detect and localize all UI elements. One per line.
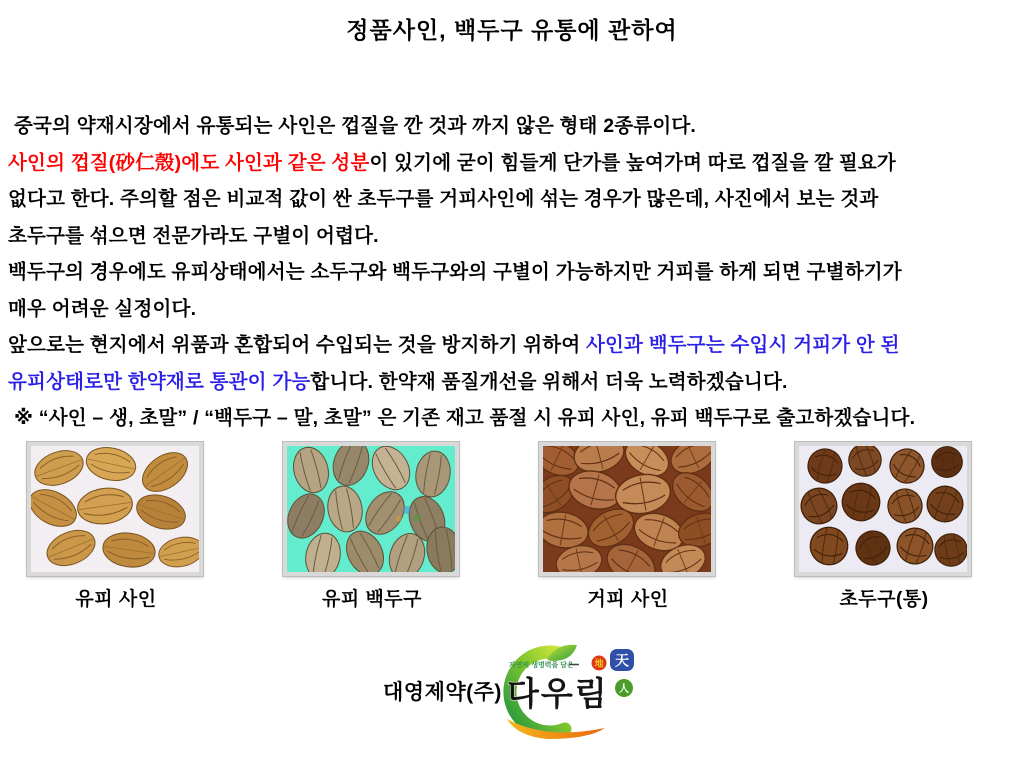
photo-geopi-sain-image bbox=[539, 442, 715, 576]
badge-human-label: 人 bbox=[619, 684, 629, 695]
photo-geopi-sain bbox=[539, 442, 717, 610]
badge-heaven-label: 天 bbox=[615, 652, 629, 669]
body-line bbox=[8, 364, 1016, 401]
photo-yupi-sain-image bbox=[27, 442, 203, 576]
body-line-segment: 없다고 한다. 주의할 점은 비교적 값이 싼 초두구를 거피사인에 섞는 경우가 많은데, 사진에서 보는 것과 bbox=[8, 188, 879, 210]
body-line-segment: 중국의 약재시장에서 유통되는 사인은 껍질을 깐 것과 까지 않은 형태 2종류이다. bbox=[14, 115, 697, 137]
body-line-segment: 매우 어려운 실정이다. bbox=[8, 297, 197, 320]
logo-slogan: 자연의 생명력을 담은 bbox=[509, 662, 574, 669]
photo-label-yupi-sain: 유피 사인 bbox=[75, 589, 157, 610]
body-line bbox=[8, 181, 1016, 218]
photo-label-yupi-baekdugu: 유피 백두구 bbox=[321, 589, 423, 610]
photo-yupi-baekdugu bbox=[283, 442, 461, 610]
body-line-segment: 사인과 백두구는 수입시 거피가 안 된 bbox=[585, 334, 900, 356]
body-line bbox=[8, 327, 1016, 364]
body-line-segment: 앞으로는 현지에서 위품과 혼합되어 수입되는 것을 방지하기 위하여 bbox=[8, 334, 586, 356]
body-line bbox=[8, 400, 1016, 437]
body-line-segment: 이 있기에 굳이 힘들게 단가를 높여가며 따로 껍질을 깔 필요가 bbox=[369, 151, 896, 174]
body-line bbox=[8, 291, 1016, 328]
photo-label-chodugu: 초두구(통) bbox=[839, 589, 929, 610]
body-line-segment: 사인의 껍질(砂仁殼)에도 사인과 같은 성분 bbox=[8, 151, 370, 174]
body-line-segment: 초두구를 섞으면 전문가라도 구별이 어렵다. bbox=[8, 224, 379, 247]
photo-chodugu-image bbox=[795, 442, 971, 576]
daurim-logo bbox=[487, 641, 647, 745]
body-line-segment: 백두구의 경우에도 유피상태에서는 소두구와 백두구와의 구별이 가능하지만 거피를 하게 되면 구별하기가 bbox=[8, 261, 902, 283]
photo-chodugu bbox=[795, 442, 973, 610]
body-line-segment: 유피상태로만 한약재로 통관이 가능 bbox=[8, 370, 311, 393]
logo-brand: 다우림 bbox=[507, 675, 609, 712]
photo-yupi-baekdugu-image bbox=[283, 442, 459, 576]
page-title: 정품사인, 백두구 유통에 관하여 bbox=[346, 17, 678, 43]
body-line bbox=[8, 218, 1016, 255]
badge-earth-label: 地 bbox=[594, 658, 604, 669]
body-line bbox=[8, 108, 1016, 145]
body-line-segment: 합니다. 한약재 품질개선을 위해서 더욱 노력하겠습니다. bbox=[310, 370, 788, 393]
body-line-segment: ※ “사인 – 생, 초말” / “백두구 – 말, 초말” 은 기존 재고 품절 시 유피 사인, 유피 백두구로 출고하겠습니다. bbox=[14, 407, 916, 429]
photo-label-geopi-sain: 거피 사인 bbox=[587, 589, 669, 610]
body-line bbox=[8, 145, 1016, 182]
photo-yupi-sain bbox=[27, 442, 205, 610]
company-name: 대영제약(주) bbox=[383, 681, 502, 704]
body-line bbox=[8, 254, 1016, 291]
body-text bbox=[8, 108, 1016, 437]
